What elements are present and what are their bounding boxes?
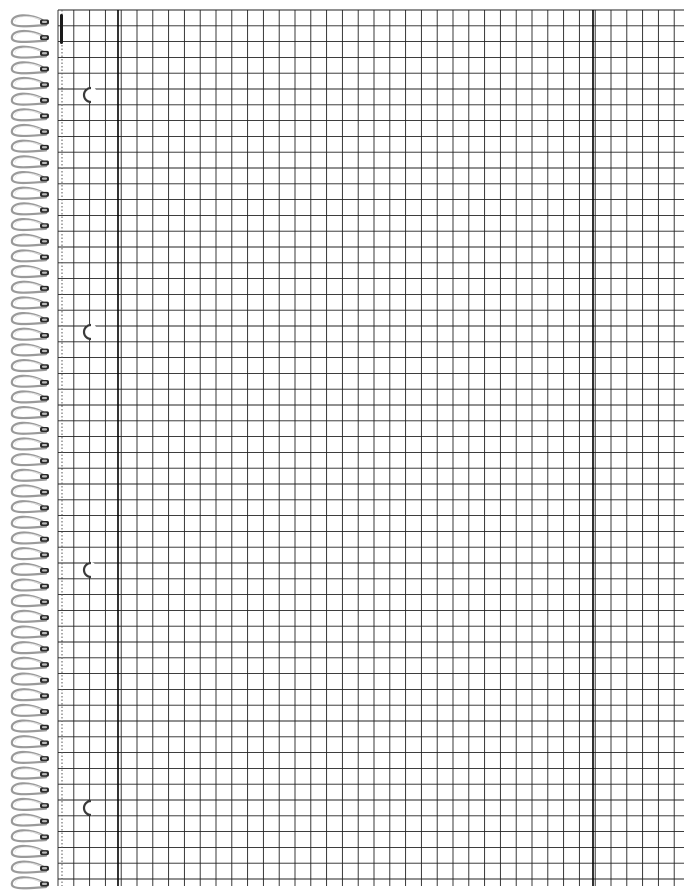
spiral-hole-glint	[42, 115, 47, 117]
spiral-hole-glint	[42, 742, 47, 744]
spiral-hole-glint	[42, 287, 47, 289]
spiral-hole-glint	[42, 460, 47, 462]
spiral-hole-glint	[42, 695, 47, 697]
spiral-hole-glint	[42, 256, 47, 258]
spiral-hole-glint	[42, 569, 47, 571]
spiral-hole-glint	[42, 240, 47, 242]
spiral-hole-glint	[42, 632, 47, 634]
binding-strip	[0, 0, 56, 896]
spiral-hole-glint	[42, 68, 47, 70]
spiral-hole-glint	[42, 491, 47, 493]
spiral-hole-glint	[42, 413, 47, 415]
binding-mark	[60, 14, 63, 44]
spiral-hole-glint	[42, 178, 47, 180]
spiral-hole-glint	[42, 883, 47, 885]
spiral-hole-glint	[42, 710, 47, 712]
spiral-hole-glint	[42, 366, 47, 368]
spiral-hole-glint	[42, 162, 47, 164]
spiral-hole-glint	[42, 804, 47, 806]
spiral-hole-glint	[42, 225, 47, 227]
spiral-hole-glint	[42, 334, 47, 336]
spiral-hole-glint	[42, 444, 47, 446]
spiral-hole-glint	[42, 83, 47, 85]
spiral-hole-glint	[42, 773, 47, 775]
spiral-hole-glint	[42, 319, 47, 321]
spiral-hole-glint	[42, 397, 47, 399]
spiral-hole-glint	[42, 146, 47, 148]
spiral-hole-glint	[42, 679, 47, 681]
spiral-hole-glint	[42, 663, 47, 665]
spiral-hole-glint	[42, 757, 47, 759]
spiral-hole-glint	[42, 21, 47, 23]
spiral-hole-glint	[42, 507, 47, 509]
spiral-hole-glint	[42, 820, 47, 822]
spiral-hole-glint	[42, 381, 47, 383]
spiral-hole-glint	[42, 867, 47, 869]
spiral-hole-glint	[42, 193, 47, 195]
spiral-hole-glint	[42, 726, 47, 728]
spiral-hole-glint	[42, 789, 47, 791]
spiral-hole-glint	[42, 522, 47, 524]
spiral-hole-glint	[42, 99, 47, 101]
spiral-hole-glint	[42, 554, 47, 556]
spiral-hole-glint	[42, 131, 47, 133]
spiral-binding-icon	[0, 0, 56, 896]
spiral-hole-glint	[42, 648, 47, 650]
spiral-hole-glint	[42, 616, 47, 618]
spiral-hole-glint	[42, 585, 47, 587]
spiral-hole-glint	[42, 52, 47, 54]
spiral-hole-glint	[42, 209, 47, 211]
spiral-hole-glint	[42, 428, 47, 430]
spiral-hole-glint	[42, 538, 47, 540]
spiral-hole-glint	[42, 36, 47, 38]
spiral-hole-glint	[42, 601, 47, 603]
spiral-hole-glint	[42, 303, 47, 305]
spiral-hole-glint	[42, 851, 47, 853]
spiral-hole-glint	[42, 350, 47, 352]
spiral-hole-glint	[42, 836, 47, 838]
spiral-hole-glint	[42, 475, 47, 477]
spiral-hole-glint	[42, 272, 47, 274]
